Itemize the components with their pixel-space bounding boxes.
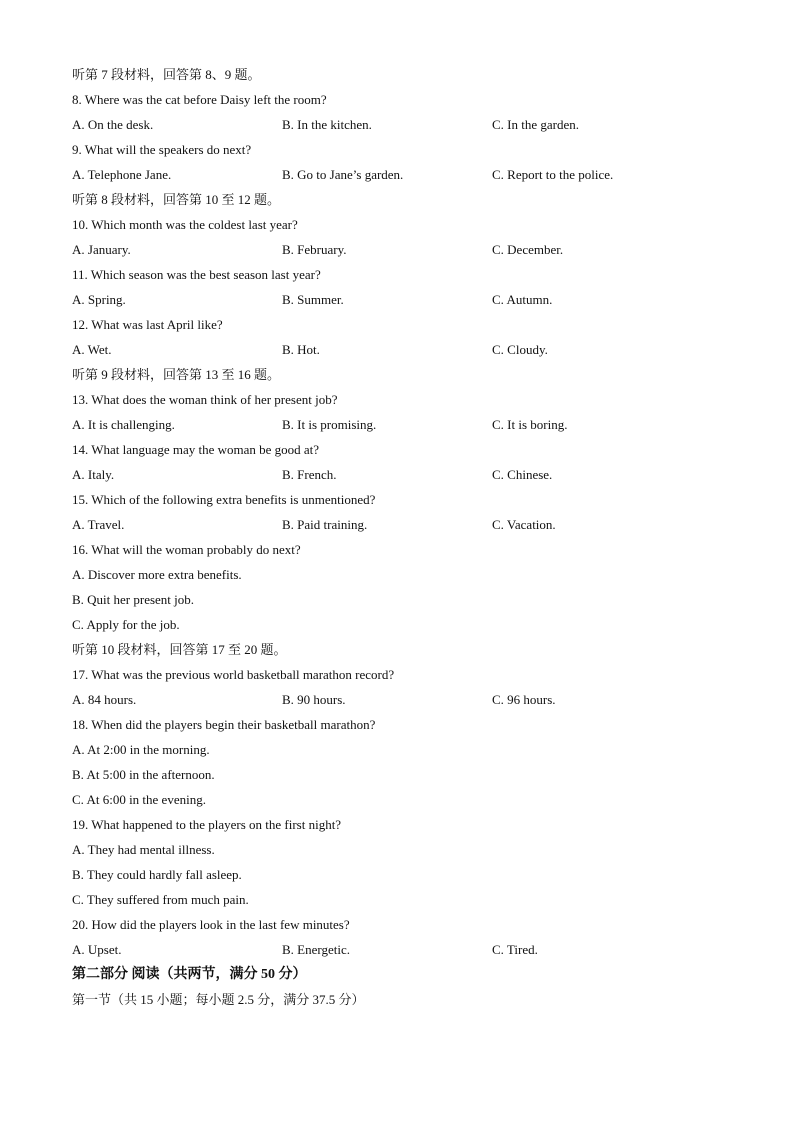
option-b: B. French. bbox=[282, 467, 337, 482]
option-line: C. They suffered from much pain. bbox=[72, 892, 249, 907]
question-text: 15. Which of the following extra benefits is unmentioned? bbox=[72, 492, 376, 507]
option-b: B. Hot. bbox=[282, 342, 320, 357]
option-row bbox=[72, 687, 732, 712]
question-text: 17. What was the previous world basketball marathon record? bbox=[72, 667, 395, 682]
option-c: C. Chinese. bbox=[492, 467, 553, 482]
option-row bbox=[72, 512, 732, 537]
material-heading: 听第 9 段材料，回答第 13 至 16 题。 bbox=[72, 367, 281, 382]
option-line: A. At 2:00 in the morning. bbox=[72, 742, 210, 757]
option-c: C. Cloudy. bbox=[492, 342, 548, 357]
material-heading: 听第 8 段材料，回答第 10 至 12 题。 bbox=[72, 192, 281, 207]
option-b: B. Summer. bbox=[282, 292, 344, 307]
question-text: 8. Where was the cat before Daisy left the room? bbox=[72, 92, 327, 107]
option-row bbox=[72, 462, 732, 487]
option-c: C. Tired. bbox=[492, 942, 538, 957]
question-text: 9. What will the speakers do next? bbox=[72, 142, 252, 157]
question-text: 19. What happened to the players on the first night? bbox=[72, 817, 342, 832]
option-row bbox=[72, 337, 732, 362]
option-line: C. Apply for the job. bbox=[72, 617, 180, 632]
option-a: A. 84 hours. bbox=[72, 692, 137, 707]
option-b: B. Go to Jane’s garden. bbox=[282, 167, 404, 182]
question-text: 13. What does the woman think of her present job? bbox=[72, 392, 338, 407]
material-heading: 听第 7 段材料，回答第 8、9 题。 bbox=[72, 67, 261, 82]
option-row bbox=[72, 237, 732, 262]
option-line: B. They could hardly fall asleep. bbox=[72, 867, 242, 882]
question-text: 18. When did the players begin their basketball marathon? bbox=[72, 717, 376, 732]
option-a: A. Italy. bbox=[72, 467, 115, 482]
option-c: C. Report to the police. bbox=[492, 167, 614, 182]
option-c: C. In the garden. bbox=[492, 117, 580, 132]
subsection-title: 第一节（共 15 小题；每小题 2.5 分，满分 37.5 分） bbox=[72, 992, 365, 1007]
option-a: A. Spring. bbox=[72, 292, 126, 307]
question-text: 16. What will the woman probably do next? bbox=[72, 542, 301, 557]
question-text: 11. Which season was the best season last year? bbox=[72, 267, 321, 282]
option-b: B. Paid training. bbox=[282, 517, 368, 532]
option-a: A. Telephone Jane. bbox=[72, 167, 172, 182]
option-line: B. At 5:00 in the afternoon. bbox=[72, 767, 215, 782]
option-b: B. 90 hours. bbox=[282, 692, 346, 707]
option-a: A. Wet. bbox=[72, 342, 112, 357]
option-line: A. Discover more extra benefits. bbox=[72, 567, 242, 582]
option-line: C. At 6:00 in the evening. bbox=[72, 792, 206, 807]
option-c: C. Vacation. bbox=[492, 517, 556, 532]
option-a: A. It is challenging. bbox=[72, 417, 175, 432]
option-c: C. 96 hours. bbox=[492, 692, 556, 707]
option-b: B. It is promising. bbox=[282, 417, 377, 432]
option-b: B. Energetic. bbox=[282, 942, 350, 957]
option-row bbox=[72, 412, 732, 437]
section-title: 第二部分 阅读（共两节，满分 50 分） bbox=[72, 967, 307, 982]
option-b: B. In the kitchen. bbox=[282, 117, 372, 132]
option-c: C. Autumn. bbox=[492, 292, 553, 307]
option-a: A. Travel. bbox=[72, 517, 125, 532]
option-a: A. On the desk. bbox=[72, 117, 154, 132]
option-a: A. January. bbox=[72, 242, 131, 257]
option-row bbox=[72, 112, 732, 137]
question-text: 10. Which month was the coldest last year? bbox=[72, 217, 298, 232]
option-row bbox=[72, 937, 732, 962]
material-heading: 听第 10 段材料，回答第 17 至 20 题。 bbox=[72, 642, 287, 657]
option-line: B. Quit her present job. bbox=[72, 592, 195, 607]
question-text: 12. What was last April like? bbox=[72, 317, 223, 332]
question-text: 14. What language may the woman be good at? bbox=[72, 442, 320, 457]
option-c: C. It is boring. bbox=[492, 417, 568, 432]
question-text: 20. How did the players look in the last few minutes? bbox=[72, 917, 350, 932]
option-row bbox=[72, 162, 732, 187]
option-a: A. Upset. bbox=[72, 942, 122, 957]
option-row bbox=[72, 287, 732, 312]
option-c: C. December. bbox=[492, 242, 564, 257]
document-page bbox=[72, 62, 732, 1012]
option-line: A. They had mental illness. bbox=[72, 842, 215, 857]
option-b: B. February. bbox=[282, 242, 347, 257]
